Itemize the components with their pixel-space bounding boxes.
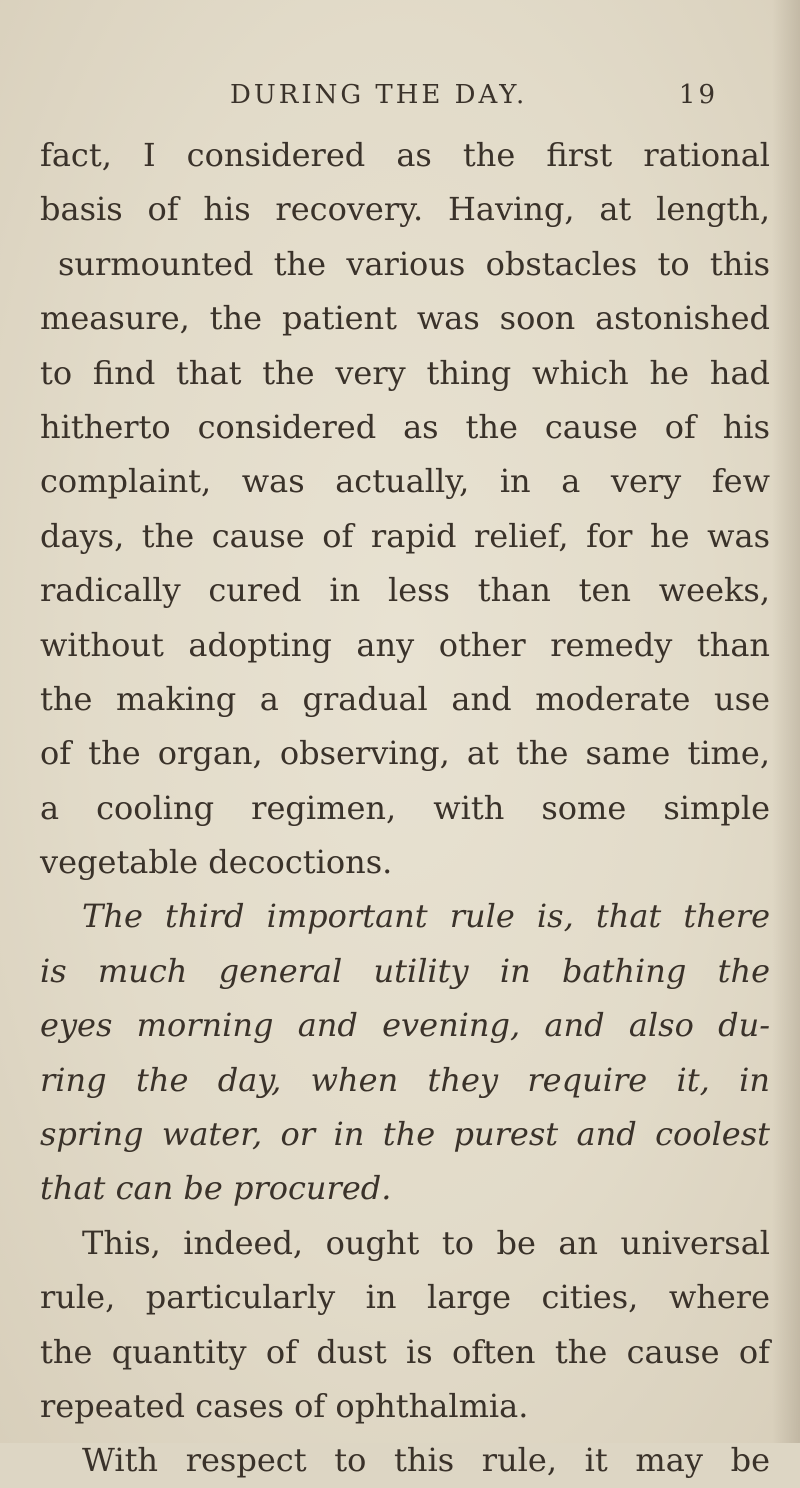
text-line: radically cured in less than ten weeks, [40,571,770,610]
text-line: This, indeed, ought to be an universal [82,1223,770,1262]
text-line: With respect to this rule, it may be [82,1441,770,1480]
text-line: repeated cases of ophthalmia. [40,1386,529,1425]
text-line: hitherto considered as the cause of his [40,407,770,446]
text-line-italic: that can be procured. [40,1169,392,1208]
text-line: vegetable decoctions. [40,843,393,882]
text-line-italic: spring water, or in the purest and coolest [40,1115,770,1154]
text-line: measure, the patient was soon astonished [40,299,770,338]
text-line: basis of his recovery. Having, at length, [40,190,770,229]
body-text [40,128,770,1488]
text-line: surmounted the various obstacles to this [58,244,770,283]
text-line-italic: is much general utility in bathing the [40,951,770,990]
text-line-italic: eyes morning and evening, and also du- [40,1006,770,1045]
text-line-italic: The third important rule is, that there [82,897,770,936]
text-line: fact, I considered as the first rational [40,136,770,174]
text-line: without adopting any other remedy than [40,625,770,664]
text-line-italic: ring the day, when they require it, in [40,1060,770,1099]
text-line: days, the cause of rapid relief, for he was [40,516,770,555]
text-line: complaint, was actually, in a very few [40,462,770,501]
page-edge-shadow [772,0,800,1443]
text-line: of the organ, observing, at the same time, [40,734,770,773]
text-line: a cooling regimen, with some simple [40,788,770,827]
page-number: 19 [678,80,718,110]
text-line: the quantity of dust is often the cause of [40,1332,770,1371]
running-head: DURING THE DAY. [230,80,528,110]
page-header [230,80,730,120]
text-line: to find that the very thing which he had [40,353,770,392]
text-line: rule, particularly in large cities, where [40,1278,770,1317]
text-line: the making a gradual and moderate use [40,679,770,718]
